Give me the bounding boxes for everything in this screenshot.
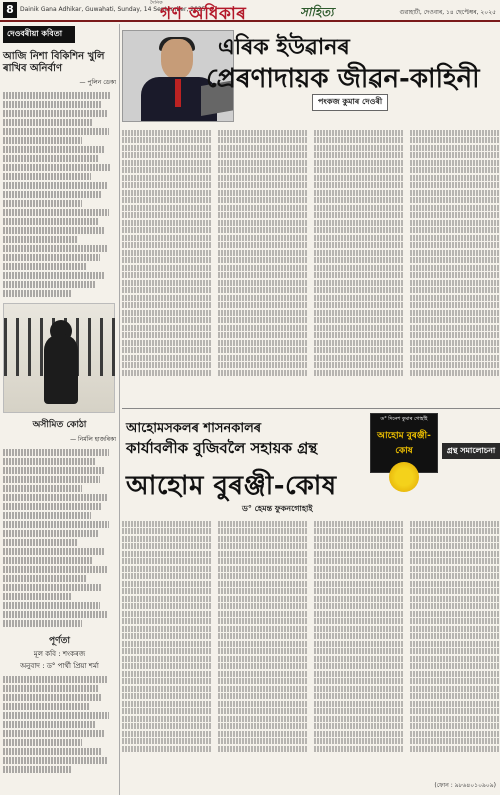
poem-1-title: আজি নিশা বিকিশিন খুলি ৰাখিব অনিৰ্বাণ: [3, 51, 105, 74]
book-cover-emblem: [389, 462, 419, 492]
review-section-tag: গ্ৰন্থ সমালোচনা: [442, 443, 500, 459]
poem-3-original-poet: মূল কবি : শংকৰজ: [33, 650, 86, 658]
book-cover-image: [370, 413, 438, 473]
review-credit: (ফোন : ৯৮৬৪০১০৯০৯): [434, 782, 496, 789]
book-review: [122, 408, 500, 795]
dateline: Dainik Gana Adhikar, Guwahati, Sunday, 14 September, 2025: [20, 6, 206, 13]
page-number: 8: [3, 2, 17, 18]
poem-3: [3, 633, 116, 773]
poem-1-body: [3, 92, 116, 297]
review-column-3: [314, 519, 404, 781]
masthead-bar: [0, 0, 500, 22]
poetry-section-title: দেওবৰীয়া কবিতা: [3, 26, 75, 43]
book-cover-title: আহোম বুৰঞ্জী-কোষ: [377, 431, 431, 456]
feature-column-4: [410, 128, 500, 404]
masthead-prefix: দৈনিক: [150, 0, 163, 6]
book-cover-author: ড° দিনেশ কুমাৰ গোহাঁই: [380, 416, 428, 422]
poem-3-body: [3, 676, 116, 773]
poem-3-title: পূৰ্ণতা: [49, 636, 70, 646]
poetry-column: [0, 24, 120, 795]
feature-column-3: [314, 128, 404, 404]
feature-headline-1: এৰিক ইউৱানৰ: [218, 34, 350, 60]
review-column-2: [218, 519, 308, 781]
poem-2-poet: — নিৰ্মলি হাজৰিকা: [70, 436, 116, 443]
feature-byline: পংকজ কুমাৰ দেওৰী: [312, 94, 388, 111]
feature-headline-2: প্ৰেৰণাদায়ক জীৱন-কাহিনী: [206, 64, 480, 94]
review-book-title: আহোম বুৰঞ্জী-কোষ: [126, 471, 337, 501]
poem-2: [3, 417, 116, 627]
feature-column-2: [218, 128, 308, 404]
poem-2-body: [3, 449, 116, 627]
child-at-window-image: [3, 303, 115, 413]
review-headline-1: আহোমসকলৰ শাসনকালৰ: [126, 421, 262, 436]
feature-column-1: [122, 128, 212, 404]
main-content: [122, 24, 500, 795]
review-author: ড° হেমন্ত ফুকনগোহাই: [242, 504, 313, 513]
review-body: [122, 519, 500, 781]
review-column-1: [122, 519, 212, 781]
poem-3-translator: অনুবাদ : ড° পাৰ্থী প্ৰিয়া শৰ্মা: [20, 662, 99, 670]
review-column-4: [410, 519, 500, 781]
poem-2-title: অসীমিত কোঠা: [32, 420, 87, 430]
poem-1-poet: — পুলিন ডেকা: [79, 79, 116, 86]
masthead-title: গণ অধিকাৰ: [160, 4, 247, 24]
review-headline-2: কাৰ্যাবলীক বুজিবলৈ সহায়ক গ্ৰন্থ: [126, 439, 318, 457]
feature-body: [122, 128, 500, 404]
poem-1: [3, 51, 116, 297]
section-name: সাহিত্য: [300, 5, 334, 19]
right-dateline: গুৱাহাটী, দেওবাৰ, ১৪ ছেপ্টেম্বৰ, ২০২৫: [399, 9, 496, 16]
